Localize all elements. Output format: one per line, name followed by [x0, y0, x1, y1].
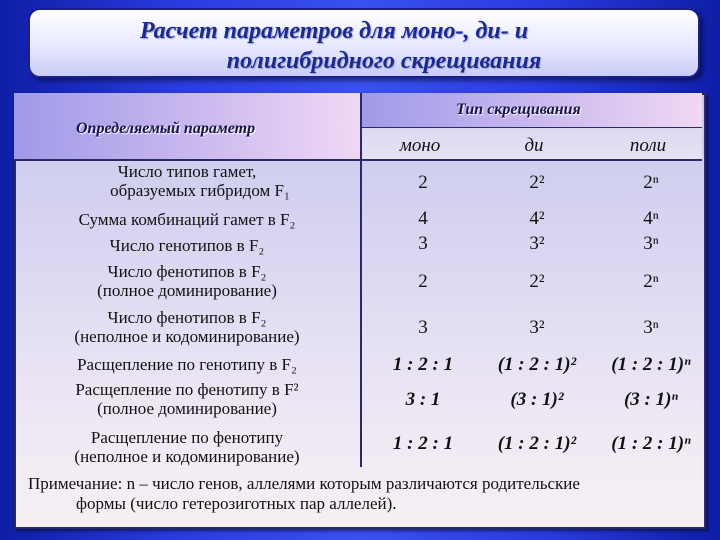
row-5-param-line-1: Число фенотипов в F₂: [107, 308, 267, 327]
row-8-value-mono: 1 : 2 : 1: [392, 433, 454, 454]
row-1-param: [14, 162, 360, 200]
divider-under-type-header: [360, 127, 702, 128]
footnote-line-2: формы (число гетерозиготных пар аллелей).: [76, 494, 397, 513]
row-1-param-line-1: Число типов гамет,: [117, 162, 257, 181]
page-title-line-2: полигибридного скрещивания: [226, 48, 542, 74]
row-5-param-line-2: (неполное и кодоминирование): [74, 327, 300, 346]
row-6-param: [14, 355, 360, 374]
row-6-value-di: (1 : 2 : 1)²: [497, 354, 577, 375]
row-2-param: [14, 210, 360, 229]
row-1-value-di: 2²: [529, 172, 545, 193]
row-6-value-poli: (1 : 2 : 1)ⁿ: [611, 354, 691, 375]
row-7-value-mono: 3 : 1: [405, 389, 441, 410]
row-4-value-di: 2²: [529, 271, 545, 292]
row-7-param-line-2: (полное доминирование): [97, 399, 277, 418]
row-7-param: [14, 380, 360, 418]
row-7-param-line-1: Расщепление по фенотипу в F²: [75, 380, 299, 399]
footnote-line-1: Примечание: n – число генов, аллелями которым различаются родительские: [28, 474, 580, 493]
footnote: [28, 474, 708, 514]
row-6-value-mono: 1 : 2 : 1: [392, 354, 454, 375]
row-7-value-poli: (3 : 1)ⁿ: [623, 389, 679, 410]
type-header-label: Тип скрещивания: [456, 101, 581, 118]
row-4-param: [14, 262, 360, 300]
param-header-label: Определяемый параметр: [76, 120, 256, 137]
row-4-value-mono: 2: [418, 271, 428, 292]
row-5-value-mono: 3: [418, 317, 428, 338]
row-8-param-line-1: Расщепление по фенотипу: [90, 428, 284, 447]
row-2-value-poli: 4ⁿ: [643, 208, 659, 229]
row-1-value-poli: 2ⁿ: [643, 172, 659, 193]
row-1-param-line-2: образуемых гибридом F₁: [110, 181, 290, 200]
row-4-value-poli: 2ⁿ: [643, 271, 659, 292]
row-5-value-di: 3²: [529, 317, 545, 338]
divider-vertical-params: [360, 93, 362, 467]
row-3-param: [14, 236, 360, 255]
row-5-value-poli: 3ⁿ: [643, 317, 659, 338]
column-header-di: ди: [524, 135, 544, 156]
row-3-value-poli: 3ⁿ: [643, 233, 659, 254]
row-6-param-line-1: Расщепление по генотипу в F₂: [77, 355, 297, 374]
row-2-value-di: 4²: [529, 208, 545, 229]
divider-under-header: [14, 159, 702, 161]
row-3-value-mono: 3: [418, 233, 428, 254]
row-3-param-line-1: Число генотипов в F₂: [109, 236, 265, 255]
row-5-param: [14, 308, 360, 346]
row-8-value-di: (1 : 2 : 1)²: [497, 433, 577, 454]
page-title-line-1: Расчет параметров для моно-, ди- и: [139, 18, 529, 44]
row-8-param-line-2: (неполное и кодоминирование): [74, 447, 300, 466]
row-2-param-line-1: Сумма комбинаций гамет в F₂: [78, 210, 296, 229]
row-2-value-mono: 4: [418, 208, 428, 229]
column-header-poli: поли: [629, 135, 667, 156]
row-7-value-di: (3 : 1)²: [510, 389, 564, 410]
row-8-value-poli: (1 : 2 : 1)ⁿ: [611, 433, 691, 454]
row-1-value-mono: 2: [418, 172, 428, 193]
row-4-param-line-2: (полное доминирование): [97, 281, 277, 300]
column-header-mono: моно: [399, 135, 441, 156]
title-box: [28, 8, 700, 78]
row-8-param: [14, 428, 360, 466]
row-3-value-di: 3²: [529, 233, 545, 254]
row-4-param-line-1: Число фенотипов в F₂: [107, 262, 267, 281]
